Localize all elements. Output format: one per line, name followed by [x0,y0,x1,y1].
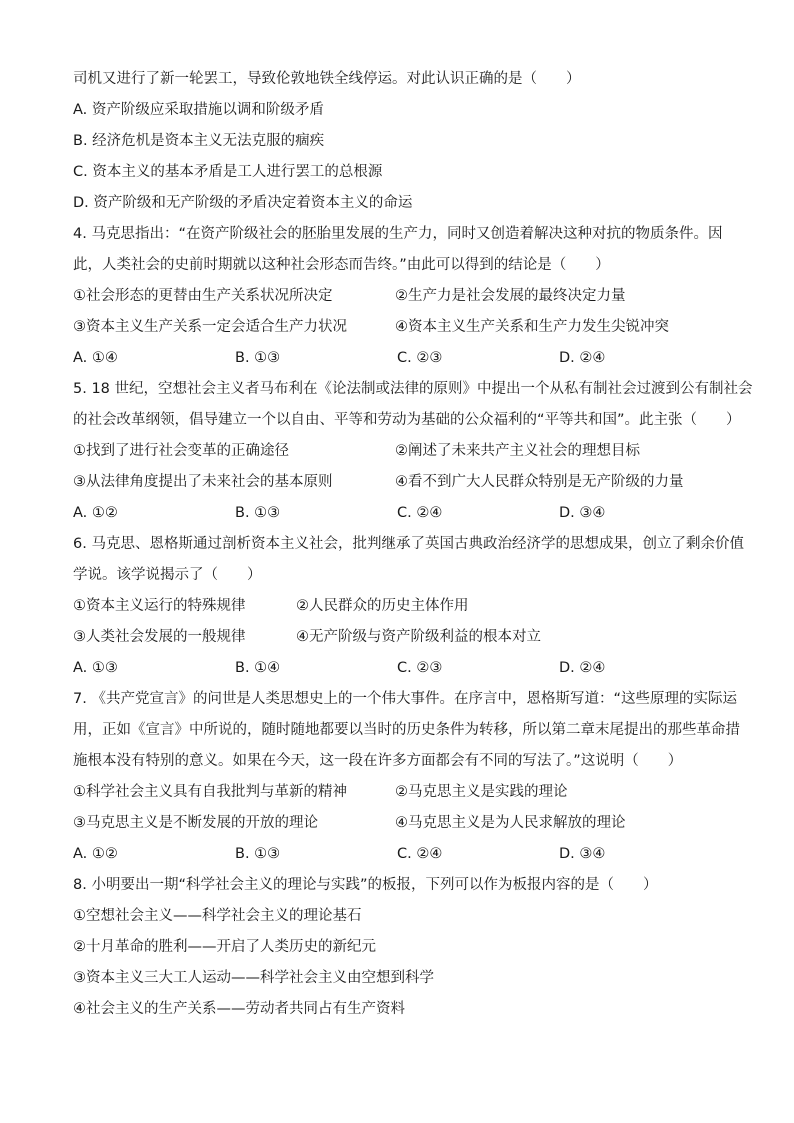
answer-choices [73,498,733,529]
question-stem: 用，正如《宣言》中所说的，随时随地都要以当时的历史条件为转移，所以第二章末尾提出的那些革命措 [73,722,740,738]
choice-c: C. ②③ [397,660,443,676]
statement-1: ①资本主义运行的特殊规律 [73,598,246,614]
document-page [73,64,753,1025]
statement-4: ④无产阶级与资产阶级利益的根本对立 [296,629,541,645]
answer-choices [73,343,733,374]
choice-b: B. ①③ [235,505,281,521]
statement-1: ①找到了进行社会变革的正确途径 [73,443,289,459]
choice-b: B. ①③ [235,350,281,366]
answer-option-c: C. 资本主义的基本矛盾是工人进行罢工的总根源 [73,164,383,180]
choice-a: A. ①④ [73,350,118,366]
statement-4: ④马克思主义是为人民求解放的理论 [395,815,626,831]
question-3 [73,64,733,219]
statement-3: ③马克思主义是不断发展的开放的理论 [73,815,318,831]
statement-2: ②十月革命的胜利——开启了人类历史的新纪元 [73,939,376,955]
choice-c: C. ②④ [397,846,443,862]
choice-b: B. ①④ [235,660,281,676]
choice-a: A. ①③ [73,660,118,676]
choice-d: D. ②④ [559,350,606,366]
choice-c: C. ②④ [397,505,443,521]
choice-c: C. ②③ [397,350,443,366]
statement-2: ②人民群众的历史主体作用 [296,598,469,614]
question-stem: 6. 马克思、恩格斯通过剖析资本主义社会，批判继承了英国古典政治经济学的思想成果，创立了剩余价值 [73,536,744,552]
question-8 [73,870,733,1025]
answer-option-d: D. 资产阶级和无产阶级的矛盾决定着资本主义的命运 [73,195,413,211]
statement-3: ③资本主义生产关系一定会适合生产力状况 [73,319,347,335]
question-stem: 5. 18 世纪，空想社会主义者马布利在《论法制或法律的原则》中提出一个从私有制社会过渡到公有制社会 [73,381,753,397]
question-stem: 7. 《共产党宣言》的问世是人类思想史上的一个伟大事件。在序言中，恩格斯写道：“这些原理的实际运 [73,691,737,707]
statement-3: ③人类社会发展的一般规律 [73,629,246,645]
answer-option-b: B. 经济危机是资本主义无法克服的痼疾 [73,133,325,149]
statement-row [73,622,733,653]
choice-a: A. ①② [73,505,118,521]
question-stem: 施根本没有特别的意义。如果在今天，这一段在许多方面都会有不同的写法了。”这说明（ ） [73,753,683,769]
question-stem: 8. 小明要出一期“科学社会主义的理论与实践”的板报，下列可以作为板报内容的是（ ） [73,877,658,893]
question-stem: 司机又进行了新一轮罢工，导致伦敦地铁全线停运。对此认识正确的是（ ） [73,71,581,87]
choice-d: D. ②④ [559,660,606,676]
choice-a: A. ①② [73,846,118,862]
statement-2: ②生产力是社会发展的最终决定力量 [395,288,626,304]
answer-choices [73,839,733,870]
question-5 [73,374,753,529]
question-7 [73,684,740,870]
statement-row [73,281,733,312]
choice-d: D. ③④ [559,846,606,862]
statement-3: ③资本主义三大工人运动——科学社会主义由空想到科学 [73,970,434,986]
statement-1: ①科学社会主义具有自我批判与革新的精神 [73,784,347,800]
statement-row [73,312,733,343]
question-stem: 学说。该学说揭示了（ ） [73,567,262,583]
answer-choices [73,653,733,684]
statement-3: ③从法律角度提出了未来社会的基本原则 [73,474,333,490]
choice-d: D. ③④ [559,505,606,521]
statement-row [73,467,733,498]
statement-row [73,591,733,622]
question-stem: 4. 马克思指出：“在资产阶级社会的胚胎里发展的生产力，同时又创造着解决这种对抗的物质条件。因 [73,226,723,242]
statement-1: ①社会形态的更替由生产关系状况所决定 [73,288,333,304]
statement-row [73,777,733,808]
question-stem: 的社会改革纲领，倡导建立一个以自由、平等和劳动为基础的公众福利的“平等共和国”。此主张（ ） [73,412,741,428]
question-4 [73,219,733,374]
question-6 [73,529,744,684]
question-stem: 此，人类社会的史前时期就以这种社会形态而告终。”由此可以得到的结论是（ ） [73,257,610,273]
statement-4: ④社会主义的生产关系——劳动者共同占有生产资料 [73,1001,405,1017]
answer-option-a: A. 资产阶级应采取措施以调和阶级矛盾 [73,102,324,118]
choice-b: B. ①③ [235,846,281,862]
statement-2: ②马克思主义是实践的理论 [395,784,568,800]
statement-4: ④看不到广大人民群众特别是无产阶级的力量 [395,474,684,490]
statement-4: ④资本主义生产关系和生产力发生尖锐冲突 [395,319,669,335]
statement-1: ①空想社会主义——科学社会主义的理论基石 [73,908,362,924]
statement-row [73,436,733,467]
statement-row [73,808,733,839]
statement-2: ②阐述了未来共产主义社会的理想目标 [395,443,640,459]
